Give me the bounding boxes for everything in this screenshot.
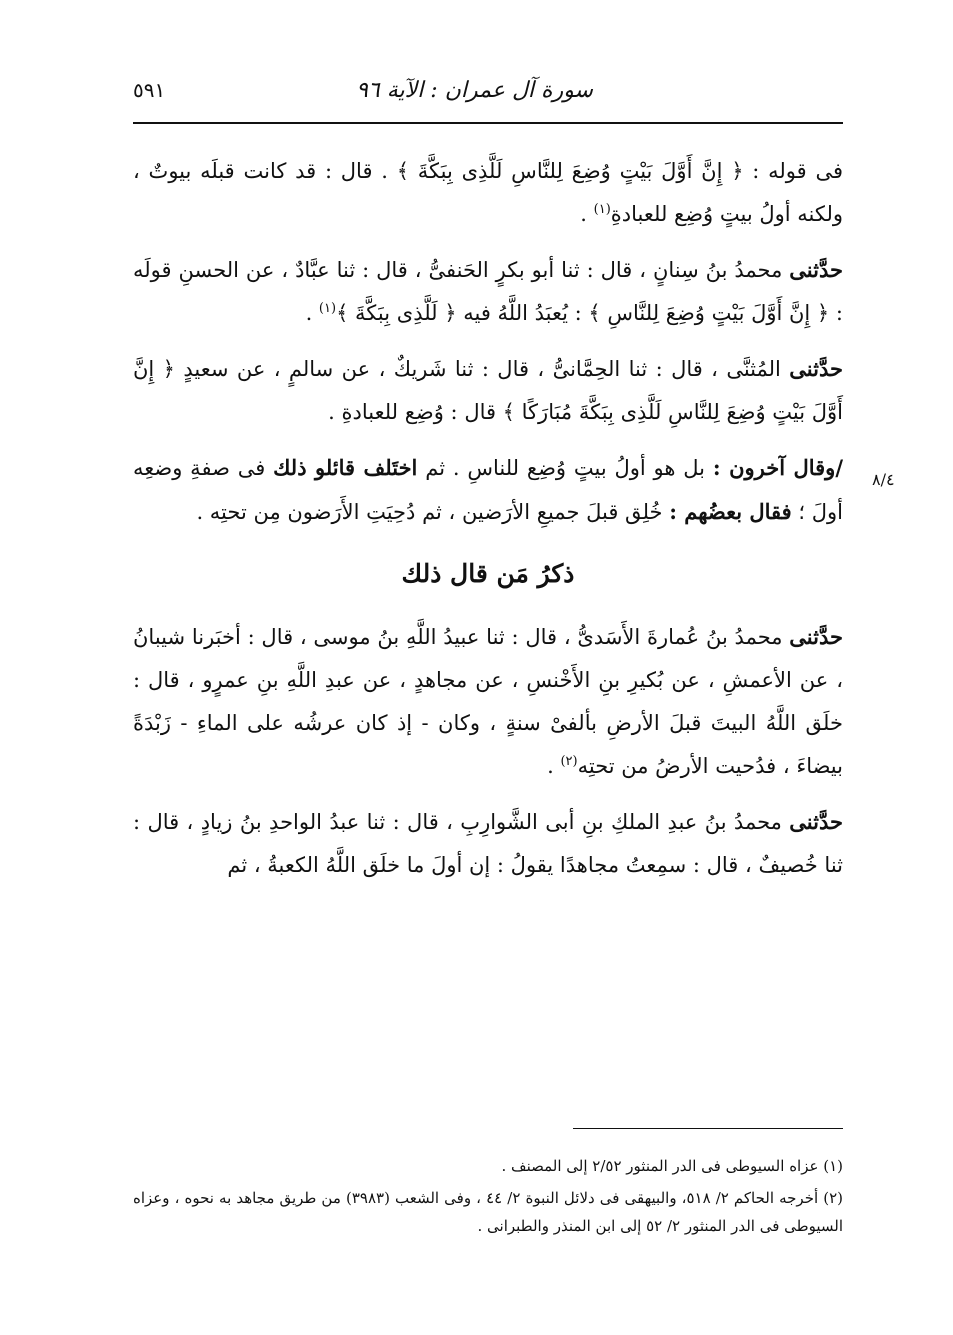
paragraph-5-text: محمدُ بنُ عُمارةَ الأَسَدىُّ ، قال : ثنا عبيدُ اللَّهِ بنُ موسى ، قال : أخبَرنا شيبانُ ، عن الأعمشِ ، عن بُكيرِ بنِ الأَخْنسِ ، عن مجاهدٍ ، عن عبدِ اللَّهِ بنِ عمرٍو ، قال : خلَق اللَّهُ البيتَ قبلَ الأرضِ بألفىْ سنةٍ ، وكان - إذ كان عرشُه على الماءِ - زَبْدَةً بيضاءَ ، فدُحيت الأرضُ من تحتِه	[133, 625, 843, 778]
footnote-ref-2: (٢)	[560, 754, 578, 769]
paragraph-4	[133, 446, 843, 534]
paragraph-6-text: محمدُ بنُ عبدِ الملكِ بنِ أبى الشَّوارِبِ ، قال : ثنا عبدُ الواحدِ بنُ زيادٍ ، قال : ثنا خُصيفٌ ، قال : سمِعتُ مجاهدًا يقولُ : إن أولَ ما خلَق اللَّهُ الكعبةُ ، ثم	[133, 810, 843, 877]
paragraph-4-lead: /وقال آخرون :	[712, 455, 843, 480]
paragraph-4-bold-2: اختَلف قائلو ذلك	[273, 455, 418, 480]
footnote-rule	[573, 1128, 843, 1129]
section-heading: ذكرُ مَن قال ذلك	[401, 559, 575, 588]
paragraph-3	[133, 347, 843, 434]
paragraph-6-lead: حدَّثنى	[789, 809, 843, 834]
footnote-2: (٢) أخرجه الحاكم ٢/ ٥١٨، والبيهقى فى دلائل النبوة ٢/ ٤٤ ، وفى الشعب (٣٩٨٣) من طريق مجاهد به نحوه ، وعزاه السيوطى فى الدر المنثور ٢/ ٥٢ إلى ابن المنذر والطبرانى .	[133, 1189, 844, 1235]
paragraph-4-bold-3: فقال بعضُهم :	[669, 499, 792, 524]
paragraph-2-lead: حدَّثنى	[789, 257, 843, 282]
paragraph-1-end: .	[580, 202, 594, 226]
main-text	[133, 150, 843, 899]
footnote-ref-1: (١)	[593, 202, 611, 217]
paragraph-2-text: محمدُ بنُ سِنانٍ ، قال : ثنا أبو بكرٍ الحَنفىُّ ، قال : ثنا عبَّادٌ ، عن الحسنِ قولَه : ﴿ إِنَّ أَوَّلَ بَيْتٍ وُضِعَ لِلنَّاسِ ﴾ : يُعبَدُ اللَّهُ فيه ﴿ لَلَّذِى بِبَكَّةَ ﴾	[133, 258, 843, 325]
paragraph-4-text-3: خُلِق قبلَ جميعِ الأرَضين ، ثم دُحِيَتِ الأَرَضون مِن تحتِه .	[196, 500, 670, 524]
paragraph-2	[133, 248, 843, 335]
page-number: ٥٩١	[133, 78, 166, 102]
paragraph-5	[133, 615, 843, 788]
running-title: سورة آل عمران : الآية ٩٦	[356, 78, 593, 103]
paragraph-4-text-1: بل هو أولُ بيتٍ وُضِع للناسِ . ثم	[417, 456, 713, 480]
margin-note: ٨/٤	[872, 470, 895, 489]
footnote-ref-1b: (١)	[318, 301, 337, 316]
paragraph-2-end: .	[305, 301, 319, 325]
paragraph-5-lead: حدَّثنى	[789, 624, 843, 649]
footnote-1: (١) عزاه السيوطى فى الدر المنثور ٢/٥٢ إلى المصنف .	[501, 1157, 843, 1175]
header-rule	[133, 122, 843, 124]
paragraph-1-text: فى قوله : ﴿ إِنَّ أَوَّلَ بَيْتٍ وُضِعَ لِلنَّاسِ لَلَّذِى بِبَكَّةَ ﴾ . قال : قد كانت قبلَه بيوتٌ ، ولكنه أولُ بيتٍ وُضِع للعبادةِ	[133, 159, 843, 226]
paragraph-5-end: .	[547, 754, 561, 778]
paragraph-6	[133, 800, 843, 887]
paragraph-3-text: المُثنَّى ، قال : ثنا الحِمَّانىُّ ، قال : ثنا شَريكٌ ، عن سالمٍ ، عن سعيدٍ ﴿ إِنَّ أَوَّلَ بَيْتٍ وُضِعَ لِلنَّاسِ لَلَّذِى بِبَكَّةَ مُبَارَكًا ﴾ قال : وُضِع للعبادةِ .	[133, 357, 843, 424]
paragraph-4-text-2: فى صفةِ وضعِه أولَ ؛	[133, 456, 843, 524]
footnotes	[133, 1152, 843, 1244]
paragraph-3-lead: حدَّثنى	[789, 356, 843, 381]
page-header	[133, 62, 843, 122]
paragraph-1	[133, 150, 843, 236]
